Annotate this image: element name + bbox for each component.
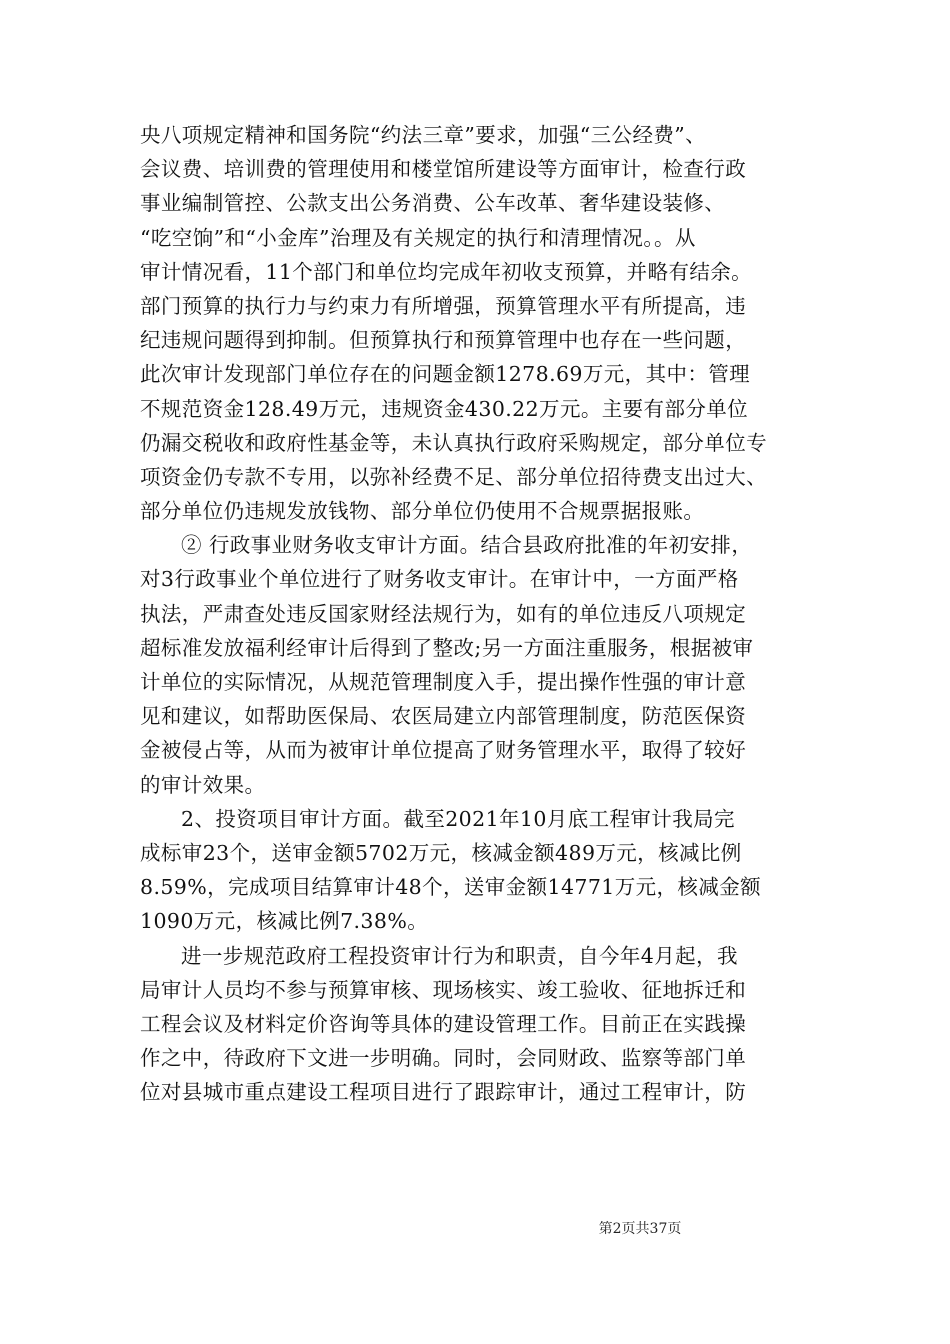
paragraph-start-line: 进一步规范政府工程投资审计行为和职责，自今年4月起，我 — [181, 943, 738, 968]
text-line: “吃空饷”和“小金库”治理及有关规定的执行和清理情况。。从 — [140, 225, 696, 250]
text-line: 计单位的实际情况，从规范管理制度入手，提出操作性强的审计意 — [140, 670, 747, 694]
text-line: 位对县城市重点建设工程项目进行了跟踪审计，通过工程审计，防 — [140, 1080, 747, 1105]
body-text — [140, 118, 830, 1109]
text-line: 此次审计发现部门单位存在的问题金额1278.69万元，其中：管理 — [140, 362, 751, 387]
text-line: 项资金仍专款不专用，以弥补经费不足、部分单位招待费支出过大、 — [140, 464, 767, 489]
text-line: 仍漏交税收和政府性基金等，未认真执行政府采购规定，部分单位专 — [140, 430, 767, 455]
text-line: 超标准发放福利经审计后得到了整改;另一方面注重服务，根据被审 — [140, 635, 754, 660]
text-line: 1090万元，核减比例7.38%。 — [140, 909, 429, 934]
text-line: 的审计效果。 — [140, 772, 266, 797]
text-line: 执法，严肃查处违反国家财经法规行为，如有的单位违反八项规定 — [140, 601, 747, 626]
text-line: 事业编制管控、公款支出公务消费、公车改革、奢华建设装修、 — [140, 191, 726, 216]
text-line: 央八项规定精神和国务院“约法三章”要求，加强“三公经费”、 — [140, 123, 707, 147]
paragraph-start-line: ② 行政事业财务收支审计方面。结合县政府批准的年初安排， — [181, 533, 753, 558]
text-line: 部分单位仍违规发放钱物、部分单位仍使用不合规票据报账。 — [140, 499, 705, 524]
paragraph-start-line: 2、投资项目审计方面。截至2021年10月底工程审计我局完 — [181, 806, 735, 831]
page-footer — [0, 1218, 950, 1238]
text-line: 审计情况看，11个部门和单位均完成年初收支预算，并略有结余。 — [140, 259, 753, 284]
text-line: 部门预算的执行力与约束力有所增强，预算管理水平有所提高，违 — [140, 293, 747, 318]
text-line: 不规范资金128.49万元，违规资金430.22万元。主要有部分单位 — [140, 396, 749, 421]
text-line: 局审计人员均不参与预算审核、现场核实、竣工验收、征地拆迁和 — [140, 977, 747, 1002]
text-line: 纪违规问题得到抑制。但预算执行和预算管理中也存在一些问题， — [140, 328, 747, 353]
text-line: 成标审23个，送审金额5702万元，核减金额489万元，核减比例 — [140, 840, 742, 865]
text-line: 见和建议，如帮助医保局、农医局建立内部管理制度，防范医保资 — [140, 704, 747, 729]
text-line: 对3行政事业个单位进行了财务收支审计。在审计中，一方面严格 — [140, 567, 739, 592]
page-number: 第2页共37页 — [598, 1221, 682, 1237]
text-line: 作之中，待政府下文进一步明确。同时，会同财政、监察等部门单 — [140, 1046, 747, 1071]
text-line: 8.59%，完成项目结算审计48个，送审金额14771万元，核减金额 — [140, 875, 762, 900]
text-line: 金被侵占等，从而为被审计单位提高了财务管理水平，取得了较好 — [140, 738, 747, 763]
text-line: 会议费、培训费的管理使用和楼堂馆所建设等方面审计，检查行政 — [140, 157, 747, 182]
text-line: 工程会议及材料定价咨询等具体的建设管理工作。目前正在实践操 — [140, 1011, 747, 1036]
